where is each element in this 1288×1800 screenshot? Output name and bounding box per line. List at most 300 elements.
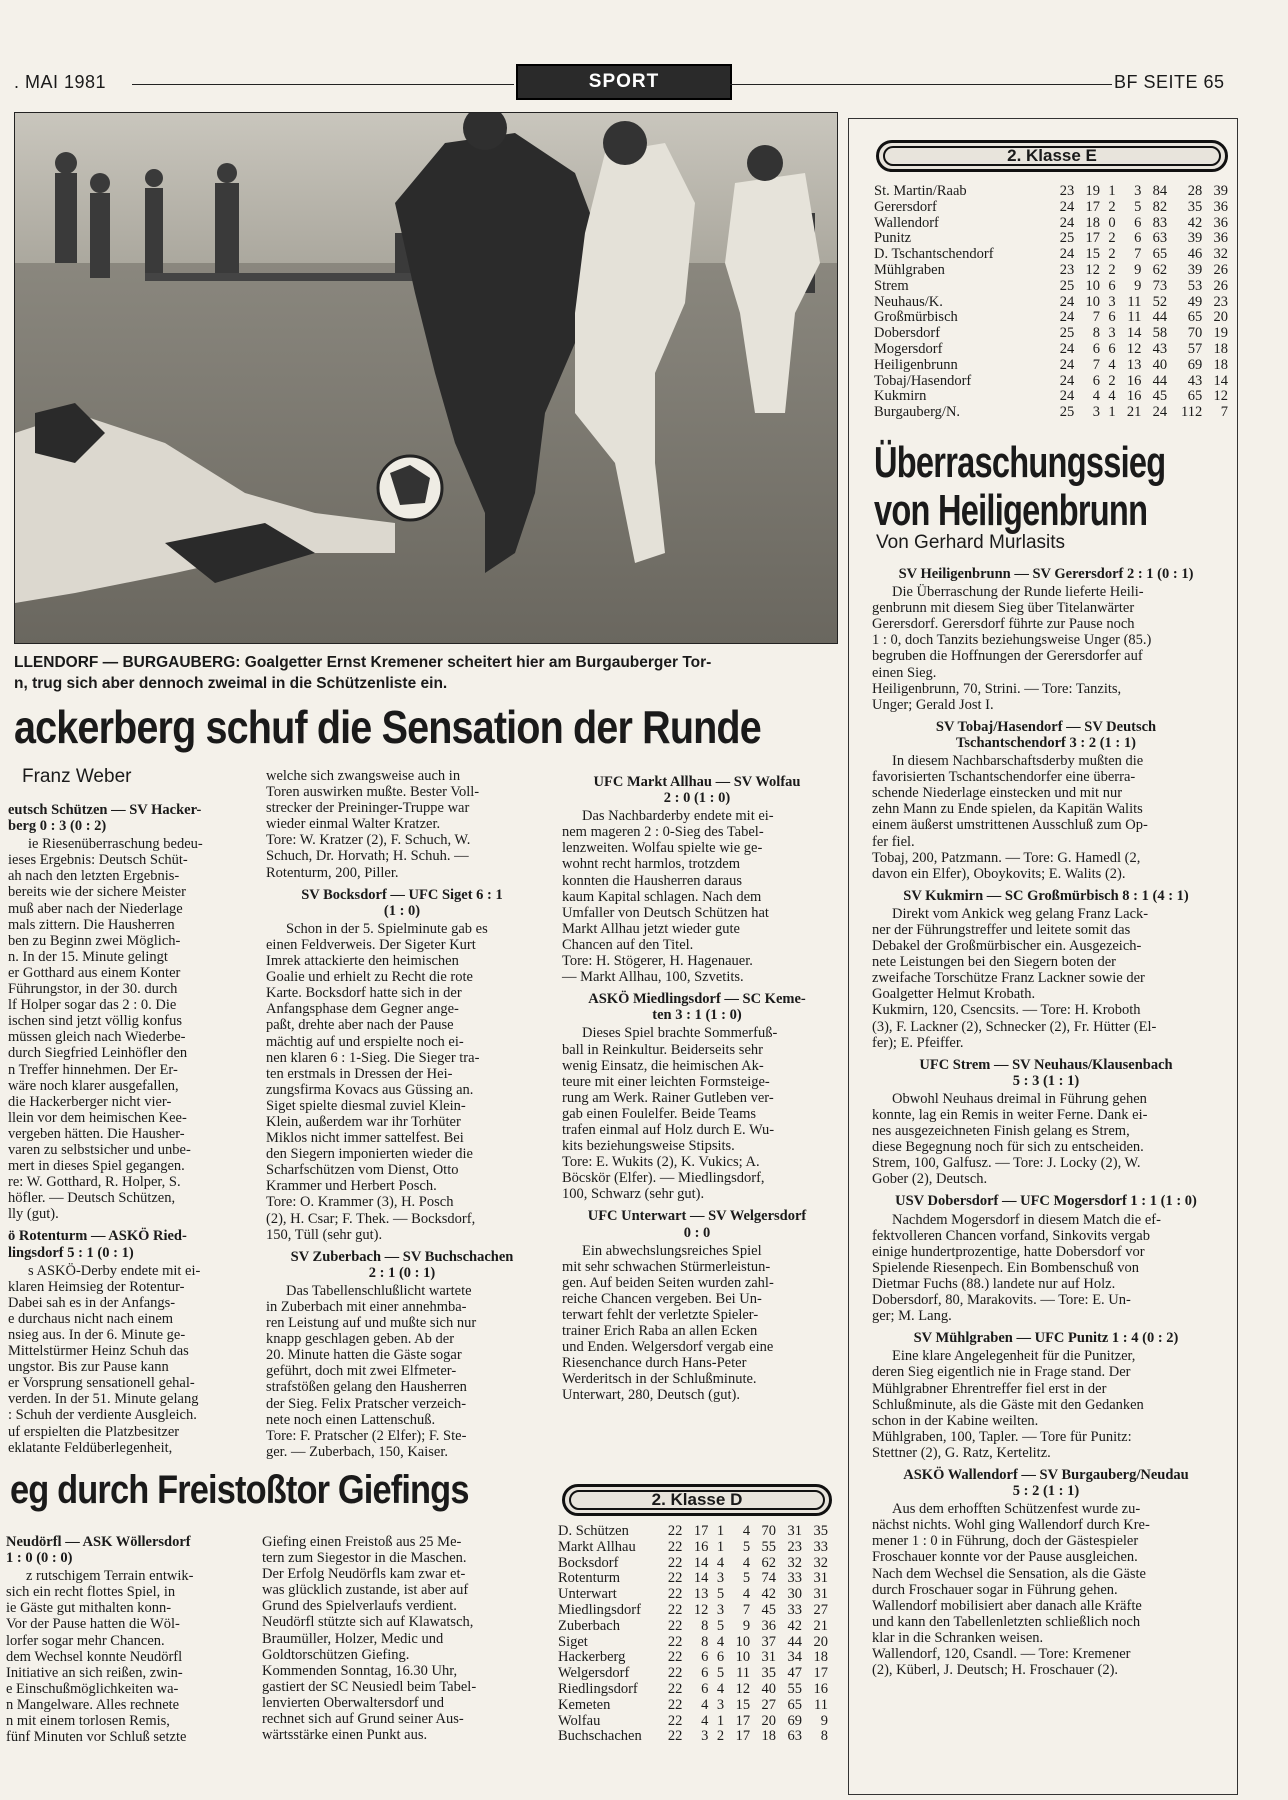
team-name: Bocksdorf	[558, 1554, 619, 1571]
standings-row	[874, 342, 1228, 358]
standings-value: 10	[1085, 293, 1100, 310]
standings-value: 22	[667, 1586, 683, 1603]
match-report: Aus dem erhofften Schützenfest wurde zu- nächst nichts. Wohl ging Wallendorf durch Kre- mener 1 : 0 in Führung, doch der Gästespieler Froschauer konnte vor der Pause ausgleichen. Nach dem Wechsel die Sensation, als die Gäste durch Froschauer sogar in Führung gehen. Wallendorf mobilisiert aber danach alle Kräfte und kann den Tabellenletzten schließlich noch klar in die Schranken weisen. Wallendorf, 120, Csandl. — Tore: Kremener (2), Küberl, J. Deutsch; H. Froschauer (2).	[872, 1501, 1150, 1679]
standings-value: 9	[742, 1617, 751, 1634]
standings-value: 22	[667, 1523, 683, 1539]
standings-value: 5	[742, 1538, 751, 1555]
team-name: Dobersdorf	[874, 325, 941, 342]
standings-value: 5	[716, 1586, 725, 1603]
team-name: Siget	[558, 1633, 588, 1650]
standings-value: 0	[1108, 214, 1116, 231]
match-heading: ö Rotenturm — ASKÖ Ried- lingsdorf 5 : 1 (0 : 1)	[8, 1228, 187, 1261]
standings-row	[874, 310, 1228, 326]
main-article-column-3	[562, 768, 832, 1404]
standings-value: 65	[787, 1696, 802, 1713]
standings-value: 55	[761, 1538, 777, 1555]
standings-value: 23	[1059, 183, 1075, 199]
standings-value: 39	[1187, 230, 1203, 247]
standings-value: 9	[1134, 261, 1142, 278]
standings-value: 14	[1126, 325, 1142, 342]
match-report: Giefing einen Freistoß aus 25 Me- tern zum Siegestor in die Maschen. Der Erfolg Neudörfls kam zwar et- was glücklich zustande, ist aber auf Grund des Spielverlaufs verdient. Neudörfl stützte sich auf Klawatsch, Braumüller, Holzer, Medic und Goldtorschützen Giefing. Kommenden Sonntag, 16.30 Uhr, gastiert der SC Neusiedl beim Tabel- lenvierten Oberwaltersdorf und rechnet sich auf Grund seiner Aus- wärtsstärke einen Punkt aus.	[262, 1534, 477, 1744]
match-report: Obwohl Neuhaus dreimal in Führung gehen konnte, lag ein Remis in weiter Ferne. Dank ei- nes ausgezeichneten Finish gelang es Strem, diese Begegnung noch für sich zu entscheiden. Strem, 100, Galfusz. — Tore: J. Locky (2), W. Gober (2), Deutsch.	[872, 1090, 1148, 1188]
standings-value: 13	[1126, 356, 1142, 373]
standings-value: 43	[1152, 340, 1168, 357]
standings-value: 12	[1126, 340, 1142, 357]
match-heading: ASKÖ Miedlingsdorf — SC Keme- ten 3 : 1 (1 : 0)	[588, 991, 806, 1024]
team-name: St. Martin/Raab	[874, 183, 967, 199]
standings-value: 2	[1108, 372, 1116, 389]
header-rule-right	[730, 84, 1112, 85]
standings-value: 6	[1092, 372, 1100, 389]
standings-value: 35	[813, 1523, 828, 1539]
match-report: Eine klare Angelegenheit für die Punitzer, deren Sieg eigentlich nie in Frage stand. Der Mühlgrabner Ehrentreffer fiel erst in der Schlußminute, als die Gäste mit den Gedanken schon in der Kabine weilten. Mühlgraben, 100, Tapler. — Tore für Punitz: Stettner (2), G. Ratz, Kertelitz.	[872, 1348, 1144, 1461]
standings-value: 22	[667, 1538, 683, 1555]
match-photo	[14, 112, 838, 644]
standings-value: 25	[1059, 404, 1075, 421]
standings-value: 14	[1213, 372, 1228, 389]
standings-value: 10	[735, 1649, 751, 1666]
team-name: Rotenturm	[558, 1570, 621, 1587]
standings-value: 25	[1059, 230, 1075, 247]
match-report: Dieses Spiel brachte Sommerfuß- ball in Reinkultur. Beiderseits sehr wenig Einsatz, die heimischen Ak- teure mit einer leichten Formsteige- rung am Werk. Rainer Gutleben ver- gab einen Foulelfer. Beide Teams trafen einmal auf Holz durch E. Wu- kits beziehungsweise Stipsits. Tore: E. Wukits (2), K. Vukics; A. Böcskör (Elfer). — Miedlingsdorf, 100, Schwarz (sehr gut).	[562, 1025, 778, 1203]
standings-row	[558, 1729, 828, 1745]
standings-value: 33	[787, 1601, 802, 1618]
standings-value: 16	[1126, 388, 1142, 405]
photo-caption: LLENDORF — BURGAUBERG: Goalgetter Ernst Kremener scheitert hier am Burgauberger Tor- n, trug sich aber dennoch zweimal in die Schützenliste ein.	[14, 654, 712, 692]
standings-value: 3	[701, 1728, 709, 1745]
standings-value: 65	[1152, 246, 1168, 263]
standings-value: 2	[1108, 230, 1116, 247]
standings-row	[874, 358, 1228, 374]
standings-value: 65	[1187, 309, 1203, 326]
standings-value: 1	[1108, 183, 1116, 199]
standings-row	[874, 374, 1228, 390]
standings-value: 12	[1213, 388, 1228, 405]
standings-value: 42	[761, 1586, 777, 1603]
standings-value: 36	[1213, 230, 1228, 247]
standings-value: 22	[667, 1633, 683, 1650]
standings-value: 13	[693, 1586, 709, 1603]
match-heading: UFC Markt Allhau — SV Wolfau 2 : 0 (1 : 0)	[593, 774, 801, 807]
standings-value: 37	[761, 1633, 777, 1650]
standings-row	[558, 1619, 828, 1635]
standings-value: 22	[667, 1712, 683, 1729]
standings-row	[558, 1571, 828, 1587]
standings-value: 18	[1213, 340, 1228, 357]
match-report: welche sich zwangsweise auch in Toren auswirken mußte. Bester Voll- strecker der Preininger-Truppe war wieder einmal Walter Kratzer. Tore: W. Kratzer (2), F. Schuch, W. Schuch, Dr. Horvath; H. Schuh. — Rotenturm, 200, Piller.	[266, 768, 480, 881]
standings-value: 2	[1108, 198, 1116, 215]
standings-value: 62	[761, 1554, 777, 1571]
standings-value: 6	[1092, 340, 1100, 357]
standings-value: 3	[1108, 293, 1116, 310]
standings-value: 4	[701, 1712, 709, 1729]
team-name: Riedlingsdorf	[558, 1680, 638, 1697]
standings-row	[558, 1556, 828, 1572]
standings-value: 8	[1092, 325, 1100, 342]
team-name: Gerersdorf	[874, 198, 937, 215]
standings-value: 32	[1213, 246, 1228, 263]
standings-value: 6	[1108, 309, 1116, 326]
standings-value: 44	[1152, 372, 1168, 389]
standings-value: 45	[1152, 388, 1168, 405]
standings-value: 63	[787, 1728, 802, 1745]
match-heading: UFC Unterwart — SV Welgersdorf 0 : 0	[587, 1208, 807, 1241]
standings-value: 3	[1092, 404, 1100, 421]
standings-value: 27	[761, 1696, 777, 1713]
standings-value: 9	[820, 1712, 828, 1729]
standings-value: 6	[1108, 277, 1116, 294]
standings-row	[874, 295, 1228, 311]
standings-value: 1	[716, 1712, 725, 1729]
standings-value: 44	[787, 1633, 802, 1650]
standings-value: 6	[701, 1665, 709, 1682]
standings-value: 26	[1213, 277, 1228, 294]
standings-value: 40	[1152, 356, 1168, 373]
team-name: D. Schützen	[558, 1523, 629, 1539]
standings-row	[558, 1603, 828, 1619]
standings-value: 44	[1152, 309, 1168, 326]
standings-value: 22	[667, 1696, 683, 1713]
standings-value: 31	[761, 1649, 777, 1666]
standings-value: 25	[1059, 325, 1075, 342]
standings-row	[874, 200, 1228, 216]
header-rule-left	[132, 84, 514, 85]
team-name: Buchschachen	[558, 1728, 642, 1745]
standings-value: 35	[1187, 198, 1203, 215]
standings-value: 40	[761, 1680, 777, 1697]
issue-date: . MAI 1981	[14, 72, 107, 92]
standings-value: 6	[701, 1649, 709, 1666]
match-heading: UFC Strem — SV Neuhaus/Klausenbach 5 : 3 (1 : 1)	[919, 1056, 1173, 1089]
standings-value: 63	[1152, 230, 1168, 247]
main-article-column-2	[266, 768, 538, 1460]
standings-value: 7	[1092, 356, 1100, 373]
team-name: Welgersdorf	[558, 1665, 630, 1682]
standings-value: 42	[787, 1617, 802, 1634]
match-report: Nachdem Mogersdorf in diesem Match die ef- fektvolleren Chancen vorfand, Sinkovits vergab einige hundertprozentige, hatte Dobersdorf vor Spielende Riesenpech. Ein Bombenschuß von Dietmar Fuchs (88.) landete nur auf Holz. Dobersdorf, 80, Marakovits. — Tore: E. Un- ger; M. Lang.	[872, 1211, 1161, 1325]
standings-value: 18	[1213, 356, 1228, 373]
standings-value: 4	[742, 1523, 751, 1539]
team-name: Neuhaus/K.	[874, 293, 943, 310]
team-name: Burgauberg/N.	[874, 404, 961, 421]
match-report: Die Überraschung der Runde lieferte Heili- genbrunn mit diesem Sieg über Titelanwärter Gerersdorf. Gerersdorf führte zur Pause noch 1 : 0, doch Tanzits beziehungsweise Unger (85.) begruben die Hoffnungen der Gerersdorfer auf einen Sieg. Heiligenbrunn, 70, Strini. — Tore: Tanzits, Unger; Gerald Jost I.	[872, 584, 1152, 713]
standings-value: 55	[787, 1680, 802, 1697]
standings-row	[874, 263, 1228, 279]
standings-value: 15	[735, 1696, 751, 1713]
standings-value: 17	[1085, 230, 1100, 247]
standings-value: 7	[1220, 404, 1228, 421]
standings-value: 69	[787, 1712, 802, 1729]
standings-row	[558, 1714, 828, 1730]
standings-row	[558, 1524, 828, 1540]
standings-value: 22	[667, 1554, 683, 1571]
standings-value: 18	[813, 1649, 828, 1666]
standings-value: 7	[742, 1601, 751, 1618]
standings-value: 31	[813, 1570, 828, 1587]
standings-value: 24	[1059, 293, 1075, 310]
team-name: Mühlgraben	[874, 261, 945, 278]
standings-row	[874, 184, 1228, 200]
standings-value: 5	[716, 1665, 725, 1682]
standings-value: 112	[1180, 404, 1203, 421]
match-heading: Neudörfl — ASK Wöllersdorf 1 : 0 (0 : 0)	[6, 1534, 191, 1567]
match-heading: ASKÖ Wallendorf — SV Burgauberg/Neudau 5 : 2 (1 : 1)	[903, 1466, 1189, 1500]
standings-value: 4	[716, 1633, 725, 1650]
standings-value: 20	[761, 1712, 777, 1729]
standings-value: 33	[813, 1538, 828, 1555]
standings-value: 39	[1187, 261, 1203, 278]
team-name: Großmürbisch	[874, 309, 958, 326]
standings-value: 28	[1187, 183, 1203, 199]
standings-value: 15	[1085, 246, 1100, 263]
match-heading: SV Mühlgraben — UFC Punitz 1 : 4 (0 : 2)	[913, 1330, 1179, 1347]
standings-value: 6	[1134, 214, 1142, 231]
standings-value: 18	[1085, 214, 1100, 231]
standings-value: 31	[813, 1586, 828, 1603]
team-name: Zuberbach	[558, 1617, 620, 1634]
standings-value: 16	[813, 1680, 828, 1697]
standings-value: 6	[1108, 340, 1116, 357]
standings-row	[558, 1666, 828, 1682]
team-name: D. Tschantschendorf	[874, 246, 994, 263]
match-heading: eutsch Schützen — SV Hacker- berg 0 : 3 (0 : 2)	[8, 802, 202, 835]
standings-row	[558, 1698, 828, 1714]
standings-value: 22	[667, 1665, 683, 1682]
standings-value: 24	[1059, 340, 1075, 357]
team-name: Markt Allhau	[558, 1538, 636, 1555]
standings-value: 3	[1134, 183, 1142, 199]
match-report: Schon in der 5. Spielminute gab es einen Feldverweis. Der Sigeter Kurt Imrek attackierte den heimischen Goalie und erhielt zu Recht die rote Karte. Bocksdorf hatte sich in der Anfangsphase dem Gegner ange- paßt, drehte aber nach der Pause mächtig auf und erspielte noch ei- nen klaren 6 : 1-Sieg. Die Sieger tra- ten erstmals in Dressen der Hei- zungsfirma Kovacs aus Güssing an. Siget spielte diesmal zuviel Klein- Klein, außerdem war ihr Torhüter Miklos nicht immer sattelfest. Bei den Siegern imponierten wieder die Scharfschützen vom Dienst, Otto Krammer und Herbert Posch. Tore: O. Krammer (3), H. Posch (2), H. Csar; F. Thek. — Bocksdorf, 150, Tüll (sehr gut).	[266, 920, 488, 1243]
standings-value: 14	[693, 1570, 709, 1587]
standings-value: 34	[787, 1649, 802, 1666]
standings-value: 4	[716, 1680, 725, 1697]
standings-value: 31	[787, 1523, 802, 1539]
standings-value: 2	[1108, 261, 1116, 278]
standings-value: 23	[1213, 293, 1228, 310]
table-d-title-box	[562, 1484, 832, 1516]
standings-value: 11	[736, 1665, 751, 1682]
standings-value: 5	[742, 1570, 751, 1587]
second-article-column-2	[262, 1534, 538, 1743]
standings-value: 22	[667, 1728, 683, 1745]
standings-row	[874, 216, 1228, 232]
standings-value: 32	[787, 1554, 802, 1571]
table-d-title: 2. Klasse D	[569, 1490, 825, 1510]
team-name: Wolfau	[558, 1712, 601, 1729]
standings-row	[558, 1682, 828, 1698]
standings-value: 6	[716, 1649, 725, 1666]
standings-value: 20	[813, 1633, 828, 1650]
table-e-title: 2. Klasse E	[883, 146, 1221, 166]
standings-value: 24	[1059, 372, 1075, 389]
page-number: BF SEITE 65	[1114, 72, 1225, 92]
standings-value: 7	[1092, 309, 1100, 326]
standings-value: 17	[735, 1712, 751, 1729]
match-heading: SV Tobaj/Hasendorf — SV Deutsch Tschantschendorf 3 : 2 (1 : 1)	[935, 718, 1157, 751]
standings-value: 22	[667, 1649, 683, 1666]
standings-value: 69	[1187, 356, 1203, 373]
standings-value: 24	[1059, 309, 1075, 326]
standings-value: 11	[1127, 293, 1142, 310]
standings-value: 4	[1108, 388, 1116, 405]
team-name: Unterwart	[558, 1586, 617, 1603]
right-headline-line-1: Überraschungssieg	[874, 438, 1166, 487]
team-name: Strem	[874, 277, 909, 294]
standings-value: 19	[1213, 325, 1228, 342]
match-heading: SV Bocksdorf — UFC Siget 6 : 1 (1 : 0)	[301, 886, 503, 919]
standings-value: 4	[1108, 356, 1116, 373]
standings-value: 82	[1152, 198, 1168, 215]
match-report: Das Tabellenschlußlicht wartete in Zuberbach mit einer annehmba- ren Leistung auf und mußte sich nur knapp geschlagen geben. Ab der 20. Minute hatten die Gäste sogar geführt, doch mit zwei Elfmeter- strafstößen gelang den Hausherren der Sieg. Felix Pratscher verzeich- nete noch einen Lattenschuß. Tore: F. Pratscher (2 Elfer); F. Ste- ger. — Zuberbach, 150, Kaiser.	[266, 1282, 477, 1460]
standings-value: 16	[693, 1538, 709, 1555]
standings-value: 22	[667, 1680, 683, 1697]
standings-value: 24	[1059, 388, 1075, 405]
standings-value: 46	[1187, 246, 1203, 263]
team-name: Kemeten	[558, 1696, 611, 1713]
main-article-column-1	[8, 796, 240, 1456]
standings-value: 1	[1108, 404, 1116, 421]
standings-value: 5	[716, 1617, 725, 1634]
standings-value: 4	[701, 1696, 709, 1713]
standings-value: 36	[761, 1617, 777, 1634]
standings-value: 1	[716, 1523, 725, 1539]
standings-value: 3	[716, 1696, 725, 1713]
standings-value: 24	[1152, 404, 1168, 421]
standings-value: 23	[787, 1538, 802, 1555]
standings-value: 73	[1152, 277, 1168, 294]
standings-row	[874, 326, 1228, 342]
standings-value: 26	[1213, 261, 1228, 278]
standings-value: 16	[1126, 372, 1142, 389]
standings-value: 9	[1134, 277, 1142, 294]
standings-row	[874, 247, 1228, 263]
match-report: In diesem Nachbarschaftsderby mußten die favorisierten Tschantschendorfer eine überra- schende Niederlage einstecken und mit nur zehn Mann zu Ende spielen, da Kapitän Walits einem äußerst umstrittenen Ausschluß zum Op- fer fiel. Tobaj, 200, Patzmann. — Tore: G. Hamedl (2, davon ein Elfer), Oboykovits; E. Walits (2).	[872, 753, 1148, 882]
team-name: Mogersdorf	[874, 340, 943, 357]
standings-value: 1	[716, 1538, 725, 1555]
match-heading: SV Zuberbach — SV Buchschachen 2 : 1 (0 : 1)	[290, 1248, 514, 1281]
standings-value: 21	[813, 1617, 828, 1634]
standings-value: 32	[813, 1554, 828, 1571]
standings-value: 42	[1187, 214, 1203, 231]
standings-value: 2	[1108, 246, 1116, 263]
standings-value: 21	[1126, 404, 1142, 421]
standings-value: 7	[1134, 246, 1142, 263]
standings-value: 65	[1187, 388, 1203, 405]
team-name: Punitz	[874, 230, 912, 247]
standings-value: 2	[716, 1728, 725, 1745]
standings-value: 58	[1152, 325, 1168, 342]
standings-value: 83	[1152, 214, 1168, 231]
match-report: Ein abwechslungsreiches Spiel mit sehr schwachen Stürmerleistun- gen. Auf beiden Seiten wurden zahl- reiche Chancen vergeben. Bei Un- terwart fehlt der verletzte Spieler- trainer Erich Raba an allen Ecken und Enden. Welgersdorf vergab eine Riesenchance durch Hans-Peter Werderitsch in der Schlußminute. Unterwart, 280, Deutsch (gut).	[562, 1242, 774, 1404]
standings-value: 33	[787, 1570, 802, 1587]
standings-value: 23	[1059, 261, 1075, 278]
team-name: Hackerberg	[558, 1649, 626, 1666]
right-article-body	[872, 560, 1220, 1678]
main-headline: ackerberg schuf die Sensation der Runde	[14, 701, 761, 753]
standings-value: 70	[761, 1523, 777, 1539]
standings-value: 52	[1152, 293, 1168, 310]
standings-value: 17	[813, 1665, 828, 1682]
standings-value: 27	[813, 1601, 828, 1618]
section-label: SPORT	[516, 64, 732, 100]
right-headline-line-2: von Heiligenbrunn	[874, 486, 1148, 535]
standings-value: 24	[1059, 198, 1075, 215]
standings-value: 36	[1213, 214, 1228, 231]
standings-value: 4	[742, 1586, 751, 1603]
standings-value: 35	[761, 1665, 777, 1682]
standings-value: 4	[742, 1554, 751, 1571]
standings-value: 11	[814, 1696, 828, 1713]
standings-value: 43	[1187, 372, 1203, 389]
standings-value: 22	[667, 1601, 683, 1618]
standings-value: 45	[761, 1601, 777, 1618]
table-e	[874, 184, 1228, 421]
second-headline: eg durch Freistoßtor Giefings	[10, 1468, 469, 1512]
standings-value: 17	[735, 1728, 751, 1745]
standings-value: 8	[701, 1617, 709, 1634]
standings-value: 10	[735, 1633, 751, 1650]
team-name: Heiligenbrunn	[874, 356, 958, 373]
match-heading: SV Kukmirn — SC Großmürbisch 8 : 1 (4 : 1)	[903, 887, 1189, 904]
standings-value: 24	[1059, 356, 1075, 373]
standings-value: 47	[787, 1665, 802, 1682]
standings-value: 3	[716, 1570, 725, 1587]
standings-value: 4	[1092, 388, 1100, 405]
standings-value: 8	[701, 1633, 709, 1650]
standings-row	[874, 231, 1228, 247]
team-name: Miedlingsdorf	[558, 1601, 641, 1618]
standings-row	[874, 279, 1228, 295]
standings-row	[558, 1650, 828, 1666]
standings-value: 5	[1134, 198, 1142, 215]
team-name: Wallendorf	[874, 214, 939, 231]
standings-value: 39	[1213, 183, 1228, 199]
standings-value: 6	[701, 1680, 709, 1697]
standings-value: 3	[716, 1601, 725, 1618]
standings-value: 25	[1059, 277, 1075, 294]
standings-value: 49	[1187, 293, 1203, 310]
match-report: ie Riesenüberraschung bedeu- ieses Ergebnis: Deutsch Schüt- ah nach den letzten Ergebnis- bereits wie der sichere Meister muß aber nach der Niederlage mals zittern. Die Hausherren ben zu Beginn zwei Möglich- n. In der 15. Minute gelingt er Gotthard aus einem Konter Führungstor, in der 30. durch lf Holper sogar das 2 : 0. Die ischen sind jetzt völlig konfus müssen gleich nach Wiederbe- durch Siegfried Leinhöfler den n Treffer hinnehmen. Der Er- wäre noch klarer ausgefallen, die Hackerberger nicht vier- llein vor dem heimischen Kee- vergeben hätten. Die Hausher- varen zu selbstsicher und unbe- mert in dieses Spiel gegangen. re: W. Gotthard, R. Holper, S. höfler. — Deutsch Schützen, lly (gut).	[8, 836, 203, 1223]
table-d	[558, 1524, 828, 1745]
match-heading: SV Heiligenbrunn — SV Gerersdorf 2 : 1 (0 : 1)	[898, 566, 1194, 582]
main-byline: Franz Weber	[22, 766, 132, 787]
standings-value: 74	[761, 1570, 777, 1587]
team-name: Tobaj/Hasendorf	[874, 372, 972, 389]
standings-value: 19	[1085, 183, 1100, 199]
standings-row	[558, 1587, 828, 1603]
standings-value: 11	[1127, 309, 1142, 326]
standings-value: 17	[693, 1523, 709, 1539]
standings-value: 70	[1187, 325, 1203, 342]
standings-value: 53	[1187, 277, 1203, 294]
standings-value: 22	[667, 1617, 683, 1634]
standings-value: 4	[716, 1554, 725, 1571]
standings-value: 12	[1085, 261, 1100, 278]
standings-row	[874, 405, 1228, 421]
standings-value: 14	[693, 1554, 709, 1571]
right-byline: Von Gerhard Murlasits	[876, 532, 1066, 553]
standings-value: 36	[1213, 198, 1228, 215]
standings-value: 17	[1085, 198, 1100, 215]
standings-row	[874, 389, 1228, 405]
match-photo-image	[15, 113, 837, 643]
standings-value: 30	[787, 1586, 802, 1603]
standings-value: 12	[735, 1680, 751, 1697]
standings-value: 6	[1134, 230, 1142, 247]
standings-value: 3	[1108, 325, 1116, 342]
standings-value: 57	[1187, 340, 1203, 357]
second-article-column-1	[6, 1528, 240, 1745]
